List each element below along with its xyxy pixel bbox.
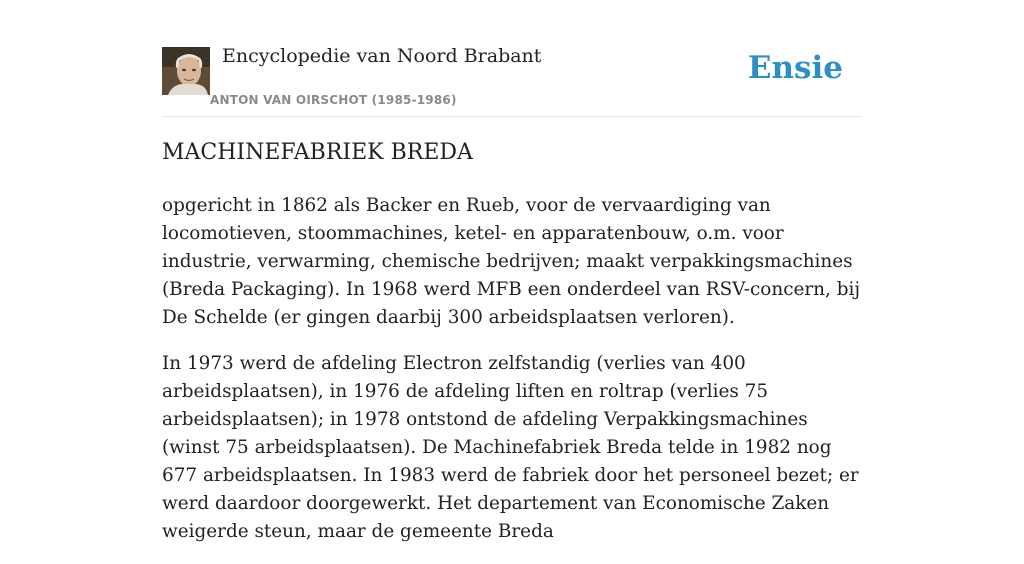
author-name[interactable]: ANTON VAN OIRSCHOT (1985-1986) bbox=[210, 93, 457, 107]
source-title[interactable]: Encyclopedie van Noord Brabant bbox=[222, 45, 542, 67]
author-portrait-icon bbox=[162, 47, 210, 95]
entry-paragraph: In 1973 werd de afdeling Electron zelfstandig (verlies van 400 arbeidsplaatsen), in 1976 de afdeling liften en roltrap (verlies 75 arbeidsplaatsen); in 1978 ontstond de afdeling Verpakkingsmachines (winst 75 arbeidsplaatsen). De Machinefabriek Breda telde in 1982 nog 677 arbeidsplaatsen. In 1983 werd de fabriek door het personeel bezet; er werd daardoor doorgewerkt. Het departement van Economische Zaken weigerde steun, maar de gemeente Breda bbox=[162, 353, 859, 542]
header bbox=[162, 0, 862, 117]
author-avatar[interactable] bbox=[162, 47, 210, 95]
entry-title: MACHINEFABRIEK BREDA bbox=[162, 140, 473, 165]
entry-body bbox=[162, 192, 862, 564]
entry-paragraph: opgericht in 1862 als Backer en Rueb, voor de vervaardiging van locomotieven, stoommachines, ketel- en apparatenbouw, o.m. voor industrie, verwarming, chemische bedrijven; maakt verpakkingsmachines (Breda Packaging). In 1968 werd MFB een onderdeel van RSV-concern, bij De Schelde (er gingen daarbij 300 arbeidsplaatsen verloren). bbox=[162, 195, 861, 328]
ensie-logo[interactable]: Ensie bbox=[747, 50, 843, 86]
